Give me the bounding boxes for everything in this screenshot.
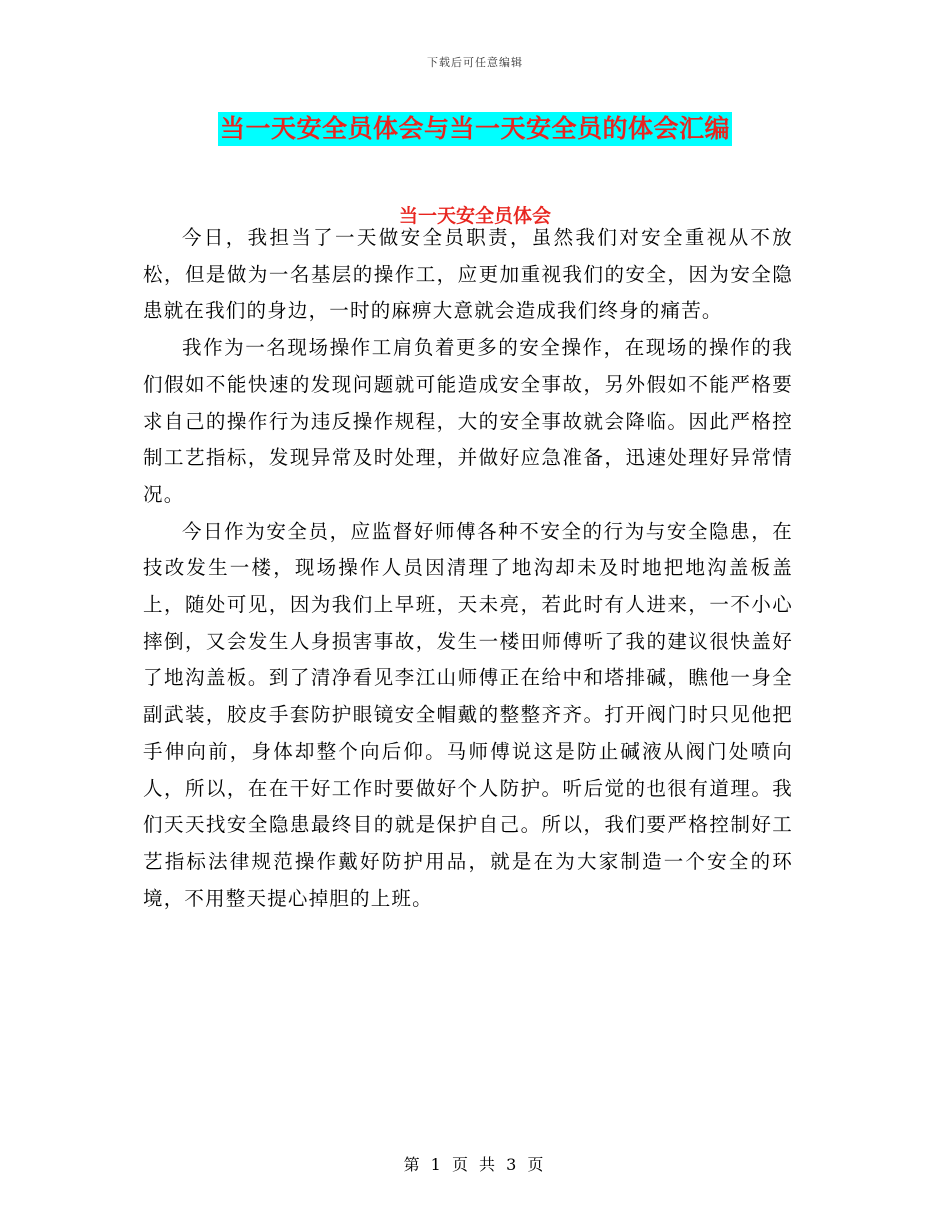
body-text: [143, 220, 793, 917]
document-title-text: 当一天安全员体会与当一天安全员的体会汇编: [218, 112, 732, 146]
section-heading: 当一天安全员体会: [398, 205, 551, 227]
paragraph-2: 我作为一名现场操作工肩负着更多的安全操作，在现场的操作的我们假如不能快速的发现问题就可能造成安全事故，另外假如不能严格要求自己的操作行为违反操作规程，大的安全事故就会降临。因此严格控制工艺指标，发现异常及时处理，并做好应急准备，迅速处理好异常情况。: [143, 336, 793, 506]
paragraph-1: 今日，我担当了一天做安全员职责，虽然我们对安全重视从不放松，但是做为一名基层的操作工，应更加重视我们的安全，因为安全隐患就在我们的身边，一时的麻痹大意就会造成我们终身的痛苦。: [143, 226, 793, 323]
page-header-note: 下载后可任意编辑: [427, 56, 523, 69]
paragraph-3: 今日作为安全员，应监督好师傅各种不安全的行为与安全隐患，在技改发生一楼，现场操作人员因清理了地沟却未及时地把地沟盖板盖上，随处可见，因为我们上早班，天未亮，若此时有人进来，一不小心摔倒，又会发生人身损害事故，发生一楼田师傅听了我的建议很快盖好了地沟盖板。到了清净看见李江山师傅正在给中和塔排碱，瞧他一身全副武装，胶皮手套防护眼镜安全帽戴的整整齐齐。打开阀门时只见他把手伸向前，身体却整个向后仰。马师傅说这是防止碱液从阀门处喷向人，所以，在在干好工作时要做好个人防护。听后觉的也很有道理。我们天天找安全隐患最终目的就是保护自己。所以，我们要严格控制好工艺指标法律规范操作戴好防护用品，就是在为大家制造一个安全的环境，不用整天提心掉胆的上班。: [143, 519, 793, 910]
page-number: 第 1 页 共 3 页: [403, 1155, 547, 1174]
document-title: [0, 112, 950, 146]
